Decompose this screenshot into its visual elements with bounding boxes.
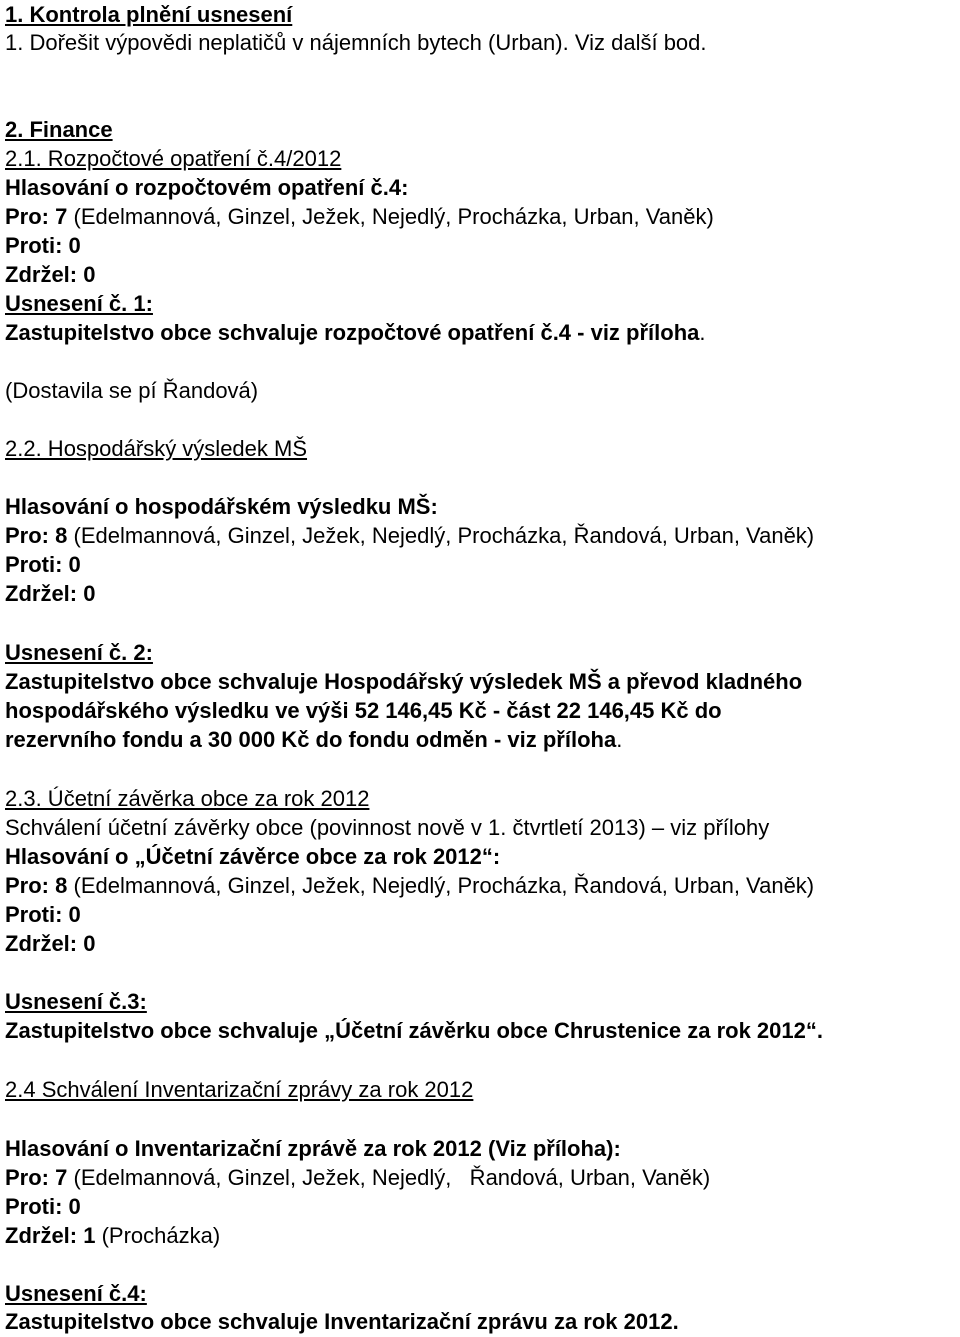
section-2-2-resolution-label: Usnesení č. 2:	[5, 640, 153, 665]
pro-count: 7	[55, 1165, 68, 1190]
section-2-3-pro	[5, 873, 814, 899]
section-2-4-vote-heading: Hlasování o Inventarizační zprávě za rok 2012 (Viz příloha):	[5, 1136, 621, 1161]
pro-names: (Edelmannová, Ginzel, Ježek, Nejedlý, Procházka, Urban, Vaněk)	[73, 204, 714, 229]
section-2-3-vote-heading: Hlasování o „Účetní závěrce obce za rok 2012“:	[5, 844, 501, 869]
section-2-4-resolution-label: Usnesení č.4:	[5, 1281, 147, 1306]
section-2-3-subtitle: Schválení účetní závěrky obce (povinnost nově v 1. čtvrtletí 2013) – viz přílohy	[5, 815, 770, 840]
finance-heading: 2. Finance	[5, 117, 113, 142]
section-2-1-note: (Dostavila se pí Řandová)	[5, 378, 259, 403]
pro-label: Pro:	[5, 204, 56, 229]
section-2-2-resolution-line1: Zastupitelstvo obce schvaluje Hospodářský výsledek MŠ a převod kladného	[5, 669, 803, 694]
section-2-3-proti: Proti: 0	[5, 902, 81, 927]
section-2-3-resolution: Zastupitelstvo obce schvaluje „Účetní závěrku obce Chrustenice za rok 2012“.	[5, 1018, 823, 1043]
pro-label: Pro:	[5, 873, 56, 898]
section-2-2-title: 2.2. Hospodářský výsledek MŠ	[5, 436, 308, 461]
pro-label: Pro:	[5, 523, 56, 548]
kontrola-item: 1. Dořešit výpovědi neplatičů v nájemních bytech (Urban). Viz další bod.	[5, 30, 707, 55]
pro-count: 8	[55, 873, 68, 898]
section-2-4-title: 2.4 Schválení Inventarizační zprávy za rok 2012	[5, 1077, 474, 1102]
kontrola-heading: 1. Kontrola plnění usnesení	[5, 2, 293, 27]
pro-names: (Edelmannová, Ginzel, Ježek, Nejedlý, Řandová, Urban, Vaněk)	[73, 1165, 711, 1190]
section-2-3-resolution-label: Usnesení č.3:	[5, 989, 147, 1014]
section-2-2-zdrzel: Zdržel: 0	[5, 581, 96, 606]
section-2-2-proti: Proti: 0	[5, 552, 81, 577]
section-2-1-resolution-label: Usnesení č. 1:	[5, 291, 153, 316]
section-2-1-resolution	[5, 320, 706, 346]
section-2-1-proti: Proti: 0	[5, 233, 81, 258]
section-2-1-title: 2.1. Rozpočtové opatření č.4/2012	[5, 146, 342, 171]
zdrzel-label: Zdržel: 1	[5, 1223, 96, 1248]
pro-names: (Edelmannová, Ginzel, Ježek, Nejedlý, Procházka, Řandová, Urban, Vaněk)	[73, 873, 815, 898]
resolution-text: Zastupitelstvo obce schvaluje rozpočtové opatření č.4 - viz příloha	[5, 320, 700, 345]
section-2-2-vote-heading: Hlasování o hospodářském výsledku MŠ:	[5, 494, 438, 519]
pro-label: Pro:	[5, 1165, 56, 1190]
pro-names: (Edelmannová, Ginzel, Ježek, Nejedlý, Procházka, Řandová, Urban, Vaněk)	[73, 523, 815, 548]
section-2-1-pro	[5, 204, 714, 230]
zdrzel-names: (Procházka)	[95, 1223, 221, 1248]
section-2-1-zdrzel: Zdržel: 0	[5, 262, 96, 287]
section-2-3-title: 2.3. Účetní závěrka obce za rok 2012	[5, 786, 370, 811]
pro-count: 7	[55, 204, 68, 229]
resolution-end: .	[616, 727, 623, 752]
section-2-4-zdrzel	[5, 1223, 220, 1249]
section-2-3-zdrzel: Zdržel: 0	[5, 931, 96, 956]
resolution-end: .	[699, 320, 706, 345]
section-2-2-resolution-line2: hospodářského výsledku ve výši 52 146,45 Kč - část 22 146,45 Kč do	[5, 698, 722, 723]
section-2-4-resolution: Zastupitelstvo obce schvaluje Inventarizační zprávu za rok 2012.	[5, 1309, 679, 1334]
section-2-4-proti: Proti: 0	[5, 1194, 81, 1219]
pro-count: 8	[55, 523, 68, 548]
section-2-2-pro	[5, 523, 814, 549]
section-2-4-pro	[5, 1165, 710, 1191]
section-2-1-vote-heading: Hlasování o rozpočtovém opatření č.4:	[5, 175, 409, 200]
resolution-text: rezervního fondu a 30 000 Kč do fondu odměn - viz příloha	[5, 727, 617, 752]
section-2-2-resolution-line3	[5, 727, 622, 753]
